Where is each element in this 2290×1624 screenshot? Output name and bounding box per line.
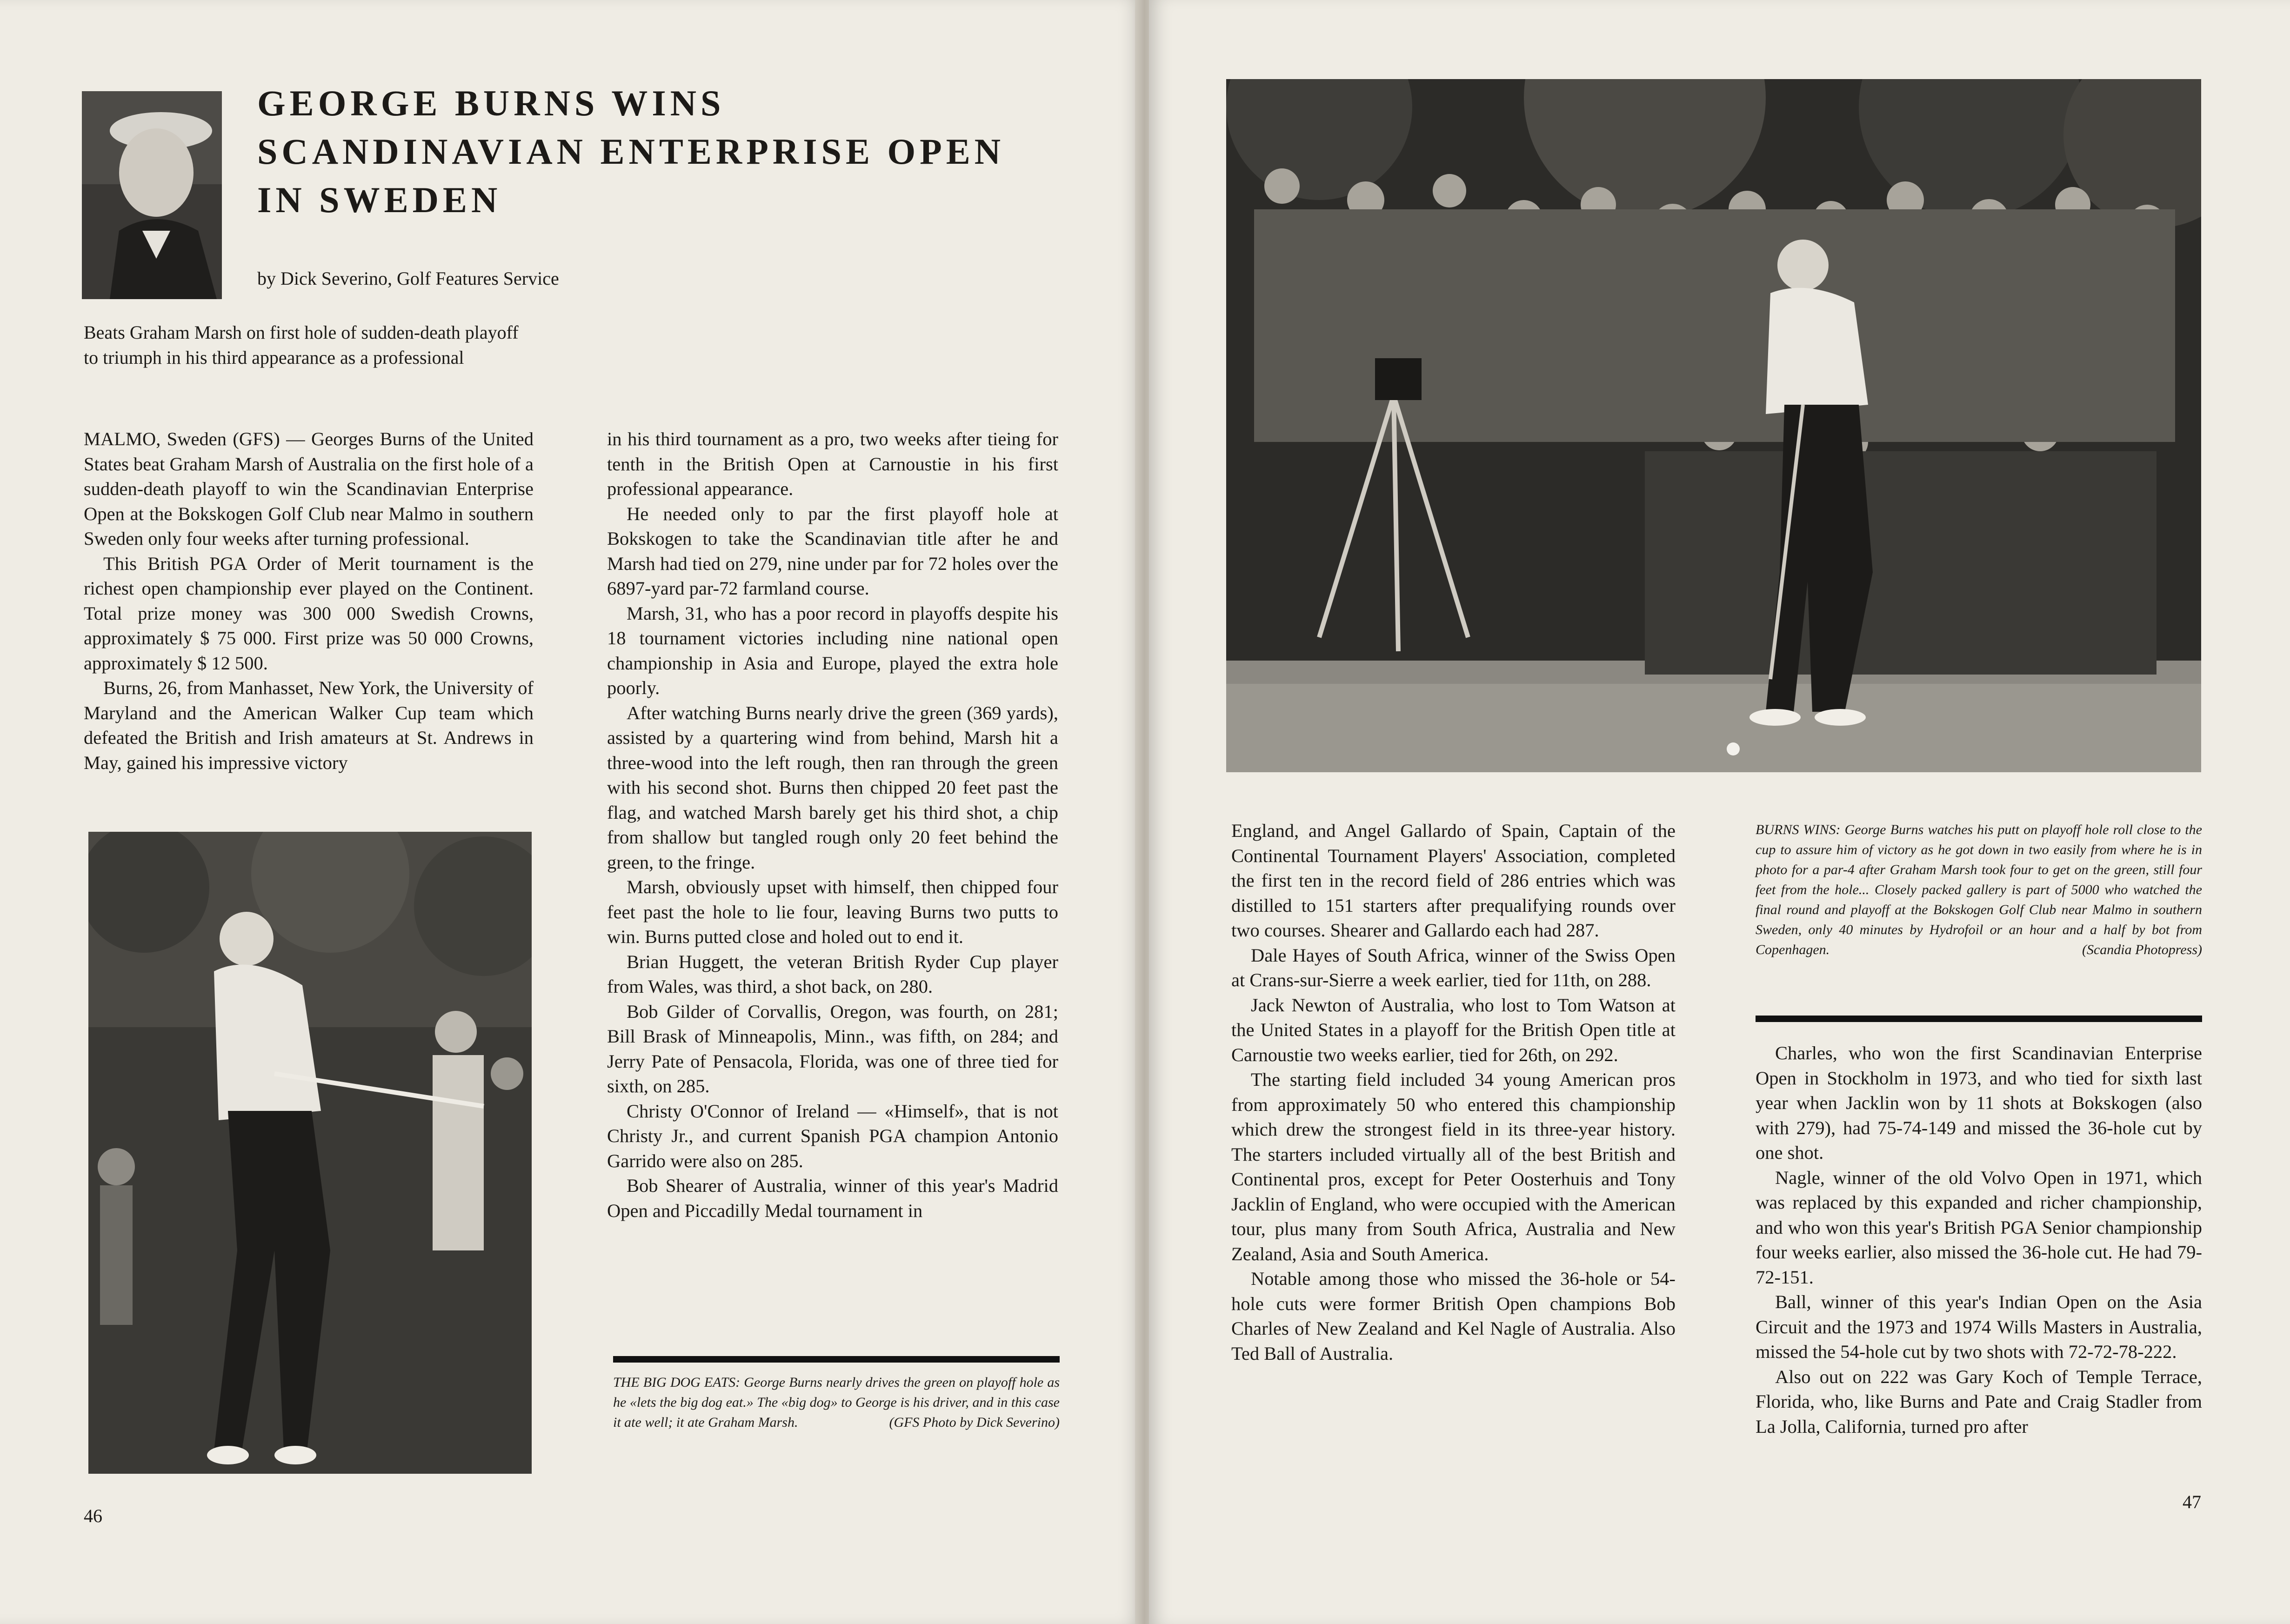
deck-subheading [84,320,595,370]
golfer-swing-photo [88,832,532,1474]
paragraph: Bob Gilder of Corvallis, Oregon, was fourth, on 281; Bill Brask of Minneapolis, Minn., was fifth, on 284; and Jerry Pate of Pensacola, Florida, was one of three tied for sixth, on 285. [607,1001,1058,1096]
author-portrait-photo [82,91,222,299]
left-photo-caption [613,1372,1060,1432]
paragraph: Burns, 26, from Manhasset, New York, the University of Maryland and the American Walker Cup team which defeated the British and Irish amateurs at St. Andrews in May, gained his impressive victory [84,677,534,773]
paragraph: Dale Hayes of South Africa, winner of the Swiss Open at Crans-sur-Sierre a week earlier, tied for 11th, on 288. [1231,944,1676,990]
paragraph: This British PGA Order of Merit tournament is the richest open championship ever played on the Continent. Total prize money was 300 000 Swedish Crowns, approximately $ 75 000. First prize was 50 000 Crowns, approximately $ 12 500. [84,553,534,674]
paragraph: Charles, who won the first Scandinavian Enterprise Open in Stockholm in 1973, and who tied for sixth last year when Jacklin won by 11 shots at Bokskogen (also with 279), had 75-74-149 and missed the 36-hole cut by one shot. [1756,1043,2202,1163]
paragraph: in his third tournament as a pro, two weeks after tieing for tenth in the British Open at Carnoustie in his first professional appearance. [607,428,1058,499]
left-column-2 [607,427,1058,1223]
deck-line-2: to triumph in his third appearance as a professional [84,347,464,368]
paragraph: The starting field included 34 young American pros from approximately 50 who entered this championship which drew the strongest field in its three-year history. The starters included virtually all of the best British and Continental pros, except for Peter Oosterhuis and Tony Jacklin of England, who were occupied with the American tour, plus many from South Africa, Australia and New Zealand, Asia and South America. [1231,1069,1676,1264]
paragraph: Also out on 222 was Gary Koch of Temple Terrace, Florida, who, like Burns and Pate and Craig Stadler from La Jolla, California, turned pro after [1756,1366,2202,1437]
caption-text: BURNS WINS: George Burns watches his putt on playoff hole roll close to the cup to assure him of victory as he got down in two easily from where he is in photo for a par-4 after Graham Marsh took four to get on the green, still four feet from the hole... Closely packed gallery is part of 5000 who watched the final round and playoff at the Bokskogen Golf Club near Malmo in southern Sweden, only 40 minutes by Hydrofoil or an hour and a half by bot from Copenhagen. [1756,822,2202,957]
paragraph: Marsh, 31, who has a poor record in playoffs despite his 18 tournament victories including nine national open championship in Asia and Europe, played the extra hole poorly. [607,602,1058,698]
paragraph: After watching Burns nearly drive the green (369 yards), assisted by a quartering wind from behind, Marsh hit a three-wood into the left rough, then ran through the green with his second shot. Burns then chipped 20 feet past the flag, and watched Marsh barely get his third shot, a chip from shallow but tangled rough only 20 feet behind the green, to the fringe. [607,702,1058,873]
page-number-right: 47 [2183,1491,2201,1512]
paragraph: Ball, winner of this year's Indian Open on the Asia Circuit and the 1973 and 1974 Wills Masters in Australia, missed the 54-hole cut by two shots with 72-72-78-222. [1756,1291,2202,1362]
paragraph: Jack Newton of Australia, who lost to Tom Watson at the United States in a playoff for the British Open title at Carnoustie two weeks earlier, tied for 26th, on 292. [1231,994,1676,1065]
caption-rule [613,1356,1060,1363]
paragraph: MALMO, Sweden (GFS) — Georges Burns of the United States beat Graham Marsh of Australia on the first hole of a sudden-death playoff to win the Scandinavian Enterprise Open at the Bokskogen Golf Club near Malmo in southern Sweden only four weeks after turning professional. [84,428,534,549]
deck-line-1: Beats Graham Marsh on first hole of sudden-death playoff [84,322,519,343]
headline-line-1: GEORGE BURNS WINS [257,83,725,123]
paragraph: Christy O'Connor of Ireland — «Himself», that is not Christy Jr., and current Spanish PGA champion Antonio Garrido were also on 285. [607,1100,1058,1171]
left-page [0,0,1142,1624]
paragraph: Notable among those who missed the 36-hole or 54-hole cuts were former British Open champions Bob Charles of New Zealand and Kel Nagle of Australia. Also Ted Ball of Australia. [1231,1268,1676,1364]
paragraph: He needed only to par the first playoff hole at Bokskogen to take the Scandinavian title after he and Marsh had tied on 279, nine under par for 72 holes over the 6897-yard par-72 farmland course. [607,503,1058,599]
right-column-1 [1231,818,1676,1366]
right-page [1149,0,2290,1624]
paragraph: England, and Angel Gallardo of Spain, Captain of the Continental Tournament Players' Association, completed the first ten in the record field of 286 entries which was distilled to 151 starters after prequalifying rounds over two courses. Shearer and Gallardo each had 287. [1231,820,1676,941]
paragraph: Brian Huggett, the veteran British Ryder Cup player from Wales, was third, a shot back, on 280. [607,951,1058,997]
headline-line-2: SCANDINAVIAN ENTERPRISE OPEN [257,131,1005,172]
paragraph: Bob Shearer of Australia, winner of this year's Madrid Open and Piccadilly Medal tournament in [607,1175,1058,1221]
left-column-1 [84,427,534,775]
byline: by Dick Severino, Golf Features Service [257,268,559,289]
paragraph: Nagle, winner of the old Volvo Open in 1971, which was replaced by this expanded and richer championship, and who won this year's British PGA Senior championship four weeks earlier, also missed the 36-hole cut. He had 79-72-151. [1756,1167,2202,1288]
right-photo-caption [1756,820,2202,960]
caption-credit: (GFS Photo by Dick Severino) [889,1415,1060,1430]
page-number-left: 46 [84,1505,102,1526]
caption-credit: (Scandia Photopress) [2082,942,2202,957]
right-column-2 [1756,1041,2202,1439]
headline-line-3: IN SWEDEN [257,180,502,220]
headline [257,79,1095,224]
paragraph: Marsh, obviously upset with himself, then chipped four feet past the hole to lie four, leaving Burns two putts to win. Burns putted close and holed out to end it. [607,876,1058,947]
caption-rule [1756,1016,2202,1022]
golfer-putting-photo [1226,79,2201,772]
caption-text: THE BIG DOG EATS: George Burns nearly drives the green on playoff hole as he «lets the big dog eat.» The «big dog» to George is his driver, and in this case it ate well; it ate Graham Marsh. [613,1375,1060,1430]
